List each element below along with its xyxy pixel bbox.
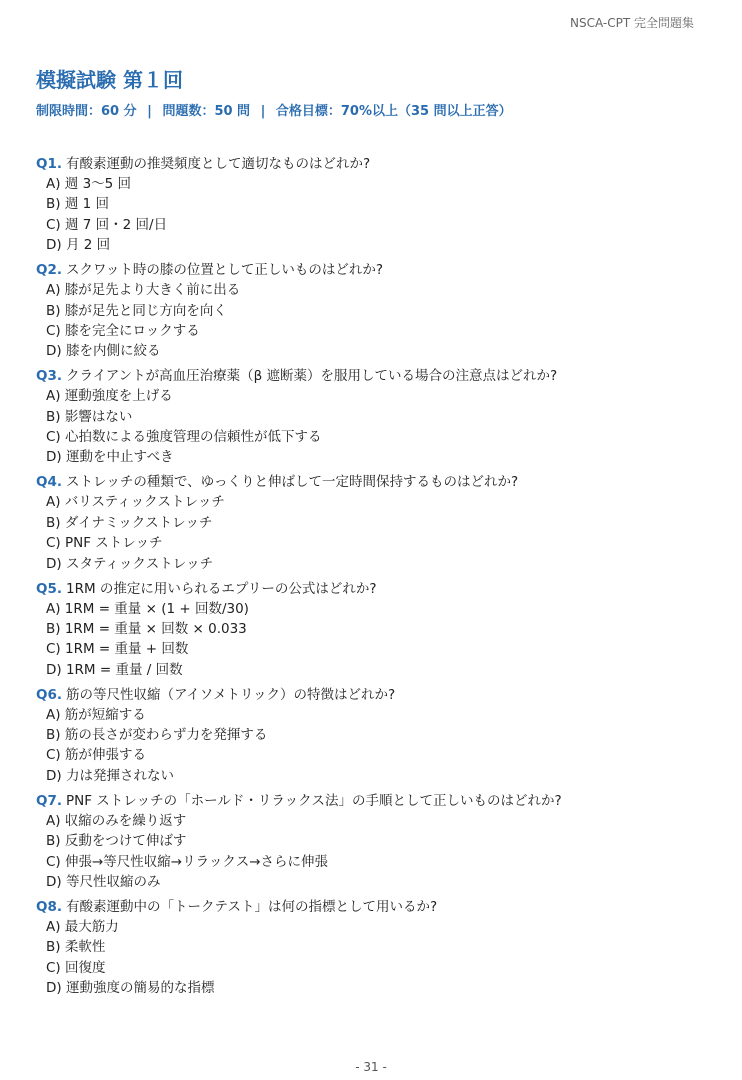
- answer-choice: B) ダイナミックストレッチ: [46, 514, 213, 531]
- question-number: Q3.: [36, 368, 62, 385]
- question-block: [36, 685, 702, 787]
- question-stem: [36, 897, 702, 917]
- answer-choice: B) 影響はない: [46, 408, 133, 425]
- question-stem: [36, 154, 702, 174]
- question-number: Q6.: [36, 686, 62, 703]
- question-stem: [36, 260, 702, 280]
- answer-choice: C) 伸張→等尺性収縮→リラックス→さらに伸張: [46, 853, 329, 870]
- question-text: PNF ストレッチの「ホールド・リラックス法」の手順として正しいものはどれか?: [66, 792, 562, 809]
- question-block: [36, 579, 702, 681]
- question-number: Q4.: [36, 474, 62, 491]
- question-list: [36, 154, 702, 1003]
- question-number: Q5.: [36, 580, 62, 597]
- answer-choice: C) 1RM = 重量 + 回数: [46, 641, 189, 658]
- question-block: [36, 472, 702, 574]
- answer-choice: D) 運動を中止すべき: [46, 449, 174, 466]
- question-text: 有酸素運動の推奨頻度として適切なものはどれか?: [66, 156, 371, 172]
- choice-list: [36, 174, 702, 256]
- answer-choice: A) 最大筋力: [46, 918, 119, 935]
- time-limit: 制限時間：60 分: [36, 104, 137, 119]
- answer-choice: D) 等尺性収縮のみ: [46, 873, 161, 890]
- question-block: [36, 897, 702, 999]
- answer-choice: B) 1RM = 重量 × 回数 × 0.033: [46, 620, 247, 637]
- question-text: クライアントが高血圧治療薬（β 遮断薬）を服用している場合の注意点はどれか?: [66, 368, 558, 385]
- page-number: - 31 -: [355, 1060, 387, 1074]
- answer-choice: B) 筋の長さが変わらず力を発揮する: [46, 727, 268, 744]
- question-block: [36, 154, 702, 256]
- question-block: [36, 366, 702, 468]
- answer-choice: B) 膝が足先と同じ方向を向く: [46, 302, 227, 319]
- answer-choice: D) 運動強度の簡易的な指標: [46, 980, 215, 997]
- choice-list: [36, 492, 702, 574]
- choice-list: [36, 599, 702, 681]
- answer-choice: D) 力は発揮されない: [46, 767, 174, 784]
- meta-separator: |: [260, 104, 266, 119]
- answer-choice: B) 柔軟性: [46, 939, 106, 956]
- answer-choice: A) 収縮のみを繰り返す: [46, 812, 187, 829]
- answer-choice: C) 膝を完全にロックする: [46, 322, 200, 339]
- question-stem: [36, 366, 702, 386]
- answer-choice: A) 膝が足先より大きく前に出る: [46, 282, 241, 299]
- question-text: ストレッチの種類で、ゆっくりと伸ばして一定時間保持するものはどれか?: [66, 474, 519, 491]
- question-number: Q2.: [36, 262, 62, 279]
- question-stem: [36, 685, 702, 705]
- question-count: 問題数：50 問: [162, 104, 251, 119]
- question-number: Q1.: [36, 156, 62, 172]
- answer-choice: C) 心拍数による強度管理の信頼性が低下する: [46, 429, 322, 446]
- answer-choice: C) 週 7 回・2 回/日: [46, 216, 168, 233]
- question-text: スクワット時の膝の位置として正しいものはどれか?: [66, 262, 383, 279]
- choice-list: [36, 917, 702, 999]
- question-number: Q7.: [36, 792, 62, 809]
- answer-choice: D) 月 2 回: [46, 237, 111, 254]
- question-stem: [36, 791, 702, 811]
- answer-choice: D) スタティックストレッチ: [46, 555, 214, 572]
- pass-target: 合格目標：70%以上（35 問以上正答）: [275, 104, 512, 119]
- answer-choice: B) 週 1 回: [46, 196, 109, 213]
- meta-separator: |: [147, 104, 152, 119]
- question-block: [36, 791, 702, 893]
- choice-list: [36, 386, 702, 468]
- question-number: Q8.: [36, 898, 62, 915]
- answer-choice: A) 週 3〜5 回: [46, 176, 132, 192]
- answer-choice: A) 筋が短縮する: [46, 706, 146, 723]
- question-block: [36, 260, 702, 362]
- choice-list: [36, 280, 702, 362]
- choice-list: [36, 811, 702, 893]
- answer-choice: B) 反動をつけて伸ばす: [46, 833, 187, 850]
- question-text: 筋の等尺性収縮（アイソメトリック）の特徴はどれか?: [66, 686, 396, 703]
- choice-list: [36, 705, 702, 787]
- exam-title: 模擬試験 第１回: [36, 68, 183, 92]
- question-stem: [36, 472, 702, 492]
- running-header: NSCA-CPT 完全問題集: [569, 16, 694, 30]
- answer-choice: A) バリスティックストレッチ: [46, 494, 225, 511]
- answer-choice: A) 1RM = 重量 × (1 + 回数/30): [46, 600, 249, 617]
- answer-choice: C) 筋が伸張する: [46, 747, 146, 764]
- answer-choice: A) 運動強度を上げる: [46, 388, 173, 405]
- question-text: 1RM の推定に用いられるエプリーの公式はどれか?: [66, 580, 377, 597]
- question-stem: [36, 579, 702, 599]
- answer-choice: C) 回復度: [46, 959, 106, 976]
- exam-meta: [36, 100, 512, 119]
- question-text: 有酸素運動中の「トークテスト」は何の指標として用いるか?: [66, 898, 438, 915]
- answer-choice: C) PNF ストレッチ: [46, 535, 163, 552]
- answer-choice: D) 膝を内側に絞る: [46, 343, 161, 360]
- answer-choice: D) 1RM = 重量 / 回数: [46, 661, 183, 678]
